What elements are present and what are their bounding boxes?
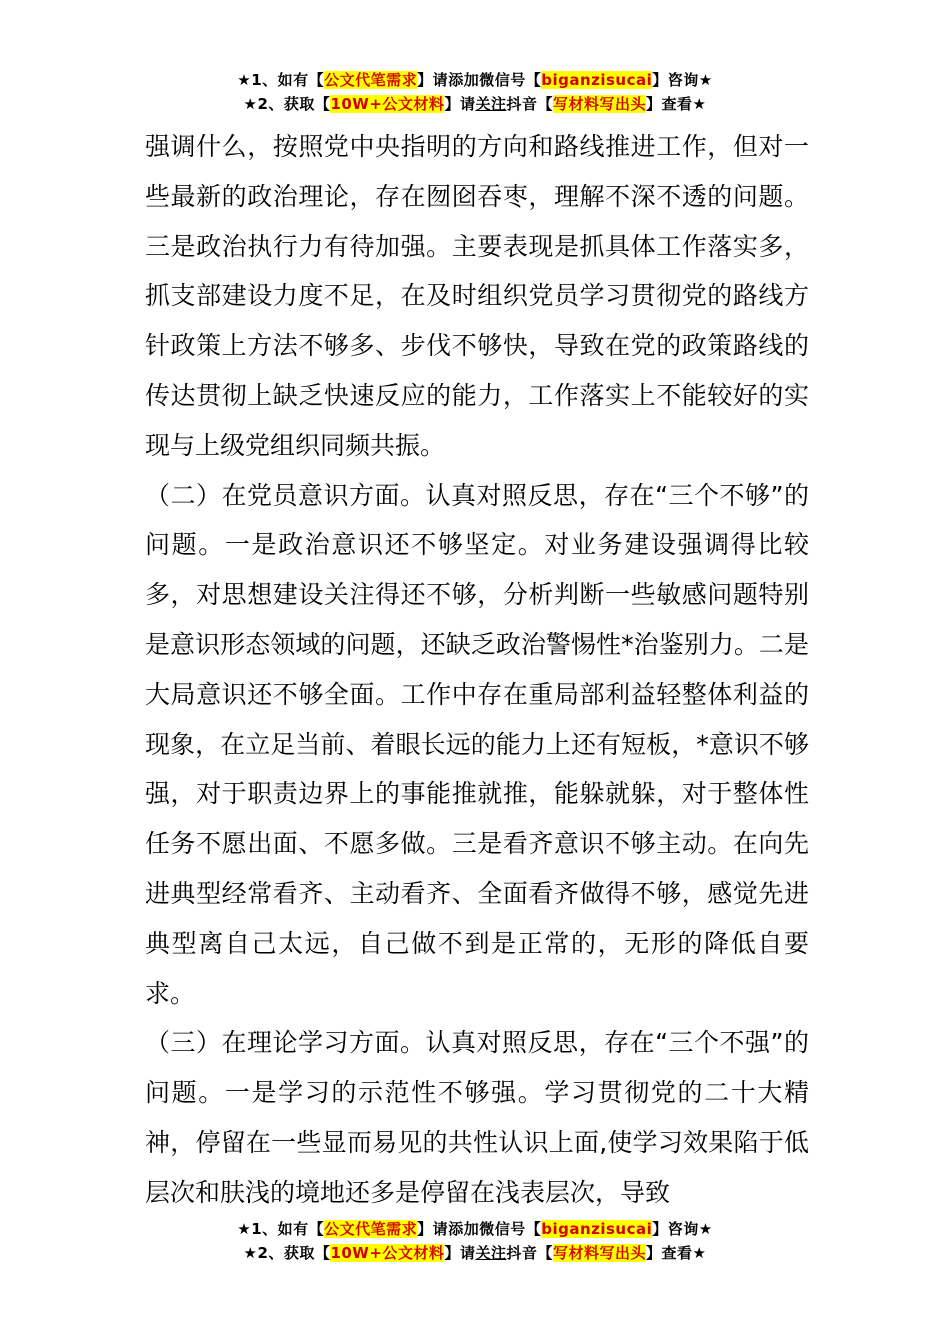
banner-underline-follow: 关注 xyxy=(475,95,507,113)
banner-highlight-douyin: 写材料写出头 xyxy=(552,95,646,113)
banner-bold-add: 添加 xyxy=(448,1220,480,1238)
footer-banner xyxy=(0,1217,950,1265)
banner-text: ★1、如有【 xyxy=(237,71,325,89)
banner-text: ★2、获取【 xyxy=(243,95,331,113)
document-body xyxy=(145,122,809,1218)
banner-highlight-service: 公文代笔需求 xyxy=(324,1220,418,1238)
banner-text: ★2、获取【 xyxy=(243,1244,331,1262)
banner-text: 】请 xyxy=(417,71,449,89)
body-paragraph-2: （二）在党员意识方面。认真对照反思，存在“三个不够”的问题。一是政治意识还不够坚定。对业务建设强调得比较多，对思想建设关注得还不够，分析判断一些敏感问题特别是意识形态领域的问题，还缺乏政治警惕性*治鉴别力。二是大局意识还不够全面。工作中存在重局部利益轻整体利益的现象，在立足当前、着眼长远的能力上还有短板，*意识不够强，对于职责边界上的事能推就推，能躲就躲，对于整体性任务不愿出面、不愿多做。三是看齐意识不够主动。在向先进典型经常看齐、主动看齐、全面看齐做得不够，感觉先进典型离自己太远，自己做不到是正常的，无形的降低自要求。 xyxy=(145,480,809,1008)
banner-text: 抖音【 xyxy=(506,1244,553,1262)
header-banner xyxy=(0,68,950,116)
banner-highlight-service: 公文代笔需求 xyxy=(324,71,418,89)
banner-text: 】查看★ xyxy=(646,1244,707,1262)
banner-text: ★1、如有【 xyxy=(237,1220,325,1238)
body-paragraph-3: （三）在理论学习方面。认真对照反思，存在“三个不强”的问题。一是学习的示范性不够强。学习贯彻党的二十大精神，停留在一些显而易见的共性认识上面,使学习效果陷于低层次和肤浅的境地还多是停留在浅表层次，导致 xyxy=(145,1028,809,1207)
banner-text: 】咨询★ xyxy=(652,1220,713,1238)
banner-line-2 xyxy=(0,1241,950,1265)
banner-text: 抖音【 xyxy=(506,95,553,113)
banner-line-1 xyxy=(0,1217,950,1241)
banner-text: 微信号【 xyxy=(479,71,542,89)
banner-line-1 xyxy=(0,68,950,92)
banner-highlight-wechat: biganzisucai xyxy=(541,1220,653,1238)
banner-underline-follow: 关注 xyxy=(475,1244,507,1262)
banner-text: 】请 xyxy=(444,95,476,113)
banner-highlight-materials: 10W+公文材料 xyxy=(330,1244,445,1262)
body-paragraph-1: 强调什么，按照党中央指明的方向和路线推进工作，但对一些最新的政治理论，存在囫囵吞枣，理解不深不透的问题。三是政治执行力有待加强。主要表现是抓具体工作落实多，抓支部建设力度不足，在及时组织党员学习贯彻党的路线方针政策上方法不够多、步伐不够快，导致在党的政策路线的传达贯彻上缺乏快速反应的能力，工作落实上不能较好的实现与上级党组织同频共振。 xyxy=(145,132,809,460)
banner-bold-add: 添加 xyxy=(448,71,480,89)
banner-text: 微信号【 xyxy=(479,1220,542,1238)
banner-text: 】请 xyxy=(417,1220,449,1238)
banner-highlight-wechat: biganzisucai xyxy=(541,71,653,89)
banner-highlight-douyin: 写材料写出头 xyxy=(552,1244,646,1262)
banner-text: 】咨询★ xyxy=(652,71,713,89)
banner-line-2 xyxy=(0,92,950,116)
banner-text: 】请 xyxy=(444,1244,476,1262)
banner-text: 】查看★ xyxy=(646,95,707,113)
banner-highlight-materials: 10W+公文材料 xyxy=(330,95,445,113)
